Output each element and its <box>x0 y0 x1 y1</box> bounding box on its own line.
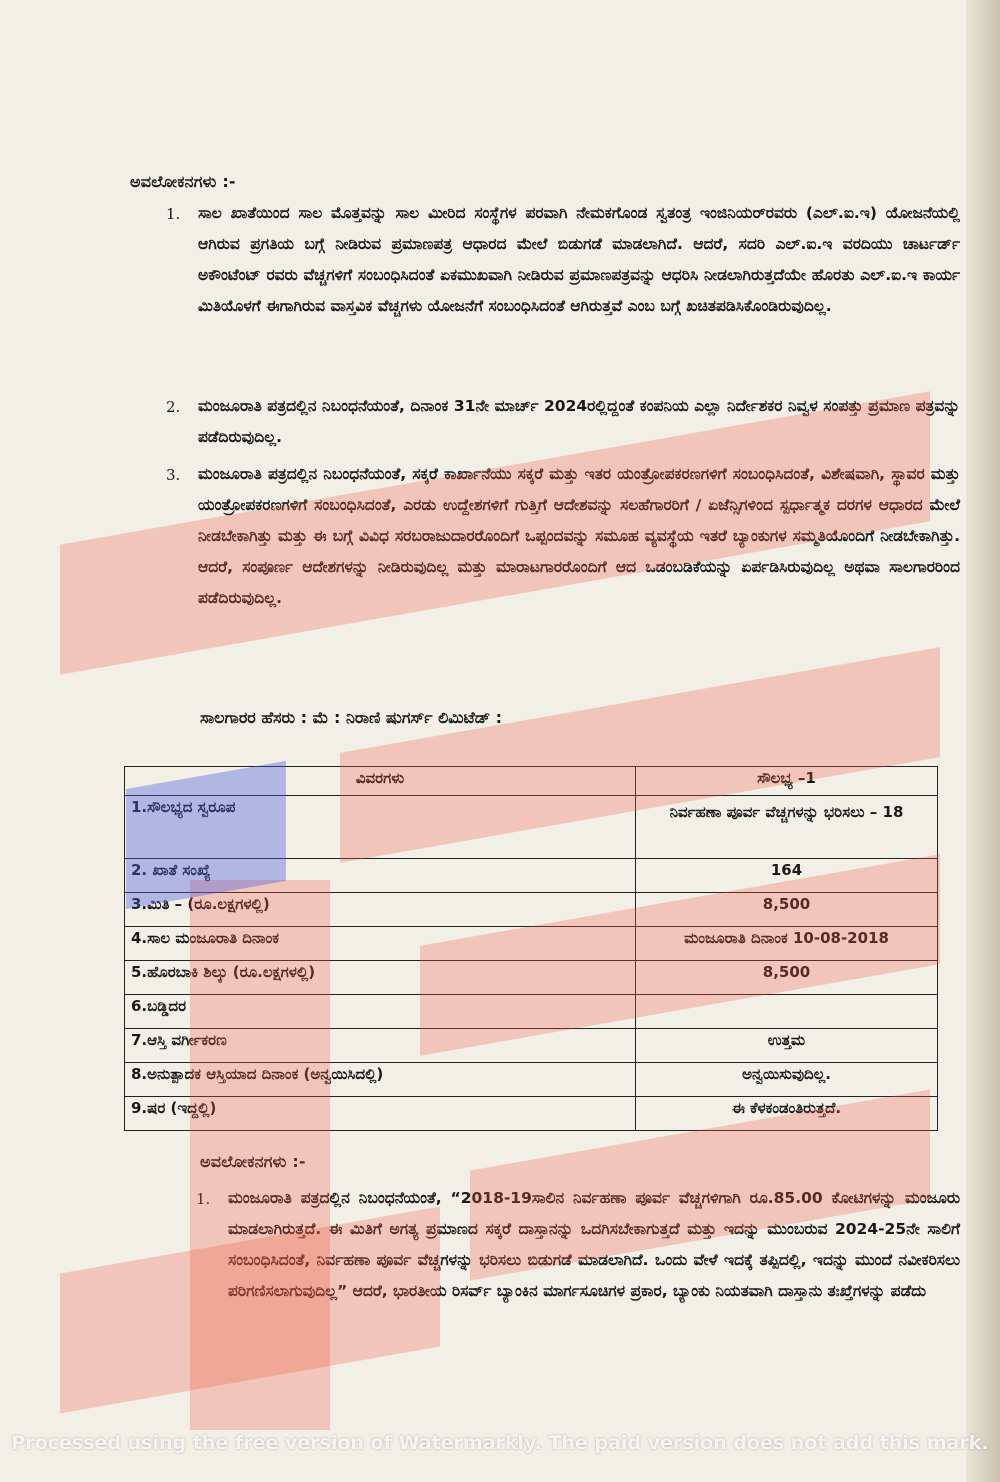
row-label: 7.ಆಸ್ತಿ ವರ್ಗೀಕರಣ <box>125 1029 636 1063</box>
row-value: 8,500 <box>636 961 938 995</box>
row-label: 9.ಷರ (ಇದ್ದಲ್ಲಿ) <box>125 1097 636 1131</box>
table-row <box>125 995 938 1029</box>
borrower-name-line: ಸಾಲಗಾರರ ಹೆಸರು : ಮೆ : ನಿರಾಣಿ ಷುಗರ್ಸ್ ಲಿಮಿಟೆಡ್ : <box>200 708 503 727</box>
item-number: 3. <box>166 466 181 484</box>
row-value: ಮಂಜೂರಾತಿ ದಿನಾಂಕ 10-08-2018 <box>636 927 938 961</box>
item-number: 2. <box>166 398 181 416</box>
item-number: 1. <box>196 1190 211 1208</box>
table-row <box>125 859 938 893</box>
row-value: 164 <box>636 859 938 893</box>
observations-heading-2: ಅವಲೋಕನಗಳು :- <box>200 1152 306 1171</box>
table-header-row <box>125 767 938 796</box>
row-label: 6.ಬಡ್ಡಿದರ <box>125 995 636 1029</box>
observation-item-2: ಮಂಜೂರಾತಿ ಪತ್ರದಲ್ಲಿನ ನಿಬಂಧನೆಯಂತೆ, ದಿನಾಂಕ 31ನೇ ಮಾರ್ಚ್ 2024ರಲ್ಲಿದ್ದಂತೆ ಕಂಪನಿಯ ಎಲ್ಲಾ ನಿರ್ದೇಶಕರ ನಿವ್ವಳ ಸಂಪತ್ತು ಪ್ರಮಾಣ ಪತ್ರವನ್ನು ಪಡೆದಿರುವುದಿಲ್ಲ. <box>198 397 960 446</box>
row-label: 5.ಹೊರಬಾಕಿ ಶಿಲ್ಕು (ರೂ.ಲಕ್ಷಗಳಲ್ಲಿ) <box>125 961 636 995</box>
table-row <box>125 1029 938 1063</box>
row-label: 1.ಸೌಲಭ್ಯದ ಸ್ವರೂಪ <box>125 796 636 859</box>
row-value <box>636 995 938 1029</box>
table-row <box>125 1097 938 1131</box>
watermark-text: Processed using the free version of Watermarkly. The paid version does not add this mark. <box>11 1432 989 1454</box>
table-row <box>125 1063 938 1097</box>
row-value: ಅನ್ವಯಿಸುವುದಿಲ್ಲ. <box>636 1063 938 1097</box>
table-row <box>125 893 938 927</box>
row-label: 3.ಮಿತಿ – (ರೂ.ಲಕ್ಷಗಳಲ್ಲಿ) <box>125 893 636 927</box>
table-row <box>125 796 938 859</box>
header-details: ವಿವರಗಳು <box>125 767 636 796</box>
row-value: ಈ ಕೆಳಕಂಡಂತಿರುತ್ತದೆ. <box>636 1097 938 1131</box>
row-label: 4.ಸಾಲ ಮಂಜೂರಾತಿ ದಿನಾಂಕ <box>125 927 636 961</box>
row-label: 8.ಅನುತ್ಪಾದಕ ಆಸ್ತಿಯಾದ ದಿನಾಂಕ (ಅನ್ವಯಿಸಿದಲ್ಲಿ) <box>125 1063 636 1097</box>
row-value: ಉತ್ತಮ <box>636 1029 938 1063</box>
row-value: ನಿರ್ವಹಣಾ ಪೂರ್ವ ವೆಚ್ಚಗಳನ್ನು ಭರಿಸಲು – 18 <box>636 796 938 859</box>
table-row <box>125 927 938 961</box>
observation-item-1: ಸಾಲ ಖಾತೆಯಿಂದ ಸಾಲ ಮೊತ್ತವನ್ನು ಸಾಲ ಮೀರಿದ ಸಂಸ್ಥೆಗಳ ಪರವಾಗಿ ನೇಮಕಗೊಂಡ ಸ್ವತಂತ್ರ ಇಂಜಿನಿಯರ್‌ರವರು (ಎಲ್.ಐ.ಇ) ಯೋಜನೆಯಲ್ಲಿ ಆಗಿರುವ ಪ್ರಗತಿಯ ಬಗ್ಗೆ ನೀಡಿರುವ ಪ್ರಮಾಣಪತ್ರ ಆಧಾರದ ಮೇಲೆ ಬಿಡುಗಡೆ ಮಾಡಲಾಗಿದೆ. ಆದರೆ, ಸದರಿ ಎಲ್.ಐ.ಇ ವರದಿಯು ಚಾರ್ಟರ್ಡ್ ಅಕೌಂಟೆಂಟ್ ರವರು ವೆಚ್ಚಗಳಿಗೆ ಸಂಬಂಧಿಸಿದಂತೆ ಏಕಮುಖವಾಗಿ ನೀಡಿರುವ ಪ್ರಮಾಣಪತ್ರವನ್ನು ಆಧರಿಸಿ ನೀಡಲಾಗಿರುತ್ತದೆಯೇ ಹೊರತು ಎಲ್.ಐ.ಇ ಕಾರ್ಯ ಮಿತಿಯೊಳಗೆ ಈಗಾಗಿರುವ ವಾಸ್ತವಿಕ ವೆಚ್ಚಗಳು ಯೋಜನೆಗೆ ಸಂಬಂಧಿಸಿದಂತೆ ಆಗಿರುತ್ತವೆ ಎಂಬ ಬಗ್ಗೆ ಖಚಿತಪಡಿಸಿಕೊಂಡಿರುವುದಿಲ್ಲ. <box>198 204 960 315</box>
item-number: 1. <box>166 205 181 223</box>
row-value: 8,500 <box>636 893 938 927</box>
row-label: 2. ಖಾತೆ ಸಂಖ್ಯೆ <box>125 859 636 893</box>
header-facility-1: ಸೌಲಭ್ಯ –1 <box>636 767 938 796</box>
observations-heading-1: ಅವಲೋಕನಗಳು :- <box>130 172 236 191</box>
observation-item-1b: ಮಂಜೂರಾತಿ ಪತ್ರದಲ್ಲಿನ ನಿಬಂಧನೆಯಂತೆ, “2018-19ಸಾಲಿನ ನಿರ್ವಹಣಾ ಪೂರ್ವ ವೆಚ್ಚಗಳಿಗಾಗಿ ರೂ.85.00 ಕೋಟಿಗಳನ್ನು ಮಂಜೂರು ಮಾಡಲಾಗಿರುತ್ತದೆ. ಈ ಮಿತಿಗೆ ಅಗತ್ಯ ಪ್ರಮಾಣದ ಸಕ್ಕರೆ ದಾಸ್ತಾನನ್ನು ಒದಗಿಸಬೇಕಾಗುತ್ತದೆ ಮತ್ತು ಇದನ್ನು ಮುಂಬರುವ 2024-25ನೇ ಸಾಲಿಗೆ ಸಂಬಂಧಿಸಿದಂತೆ, ನಿರ್ವಹಣಾ ಪೂರ್ವ ವೆಚ್ಚಗಳನ್ನು ಭರಿಸಲು ಬಿಡುಗಡೆ ಮಾಡಲಾಗಿದೆ. ಒಂದು ವೇಳೆ ಇದಕ್ಕೆ ತಪ್ಪಿದಲ್ಲಿ, ಇದನ್ನು ಮುಂದೆ ನವೀಕರಿಸಲು ಪರಿಗಣಿಸಲಾಗುವುದಿಲ್ಲ” ಆದರೆ, ಭಾರತೀಯ ರಿಸರ್ವ್ ಬ್ಯಾಂಕಿನ ಮಾರ್ಗಸೂಚಿಗಳ ಪ್ರಕಾರ, ಬ್ಯಾಂಕು ನಿಯತವಾಗಿ ದಾಸ್ತಾನು ತಃಖ್ತೆಗಳನ್ನು ಪಡೆದು <box>228 1189 960 1300</box>
facility-details-table <box>124 766 938 1131</box>
observation-item-3: ಮಂಜೂರಾತಿ ಪತ್ರದಲ್ಲಿನ ನಿಬಂಧನೆಯಂತೆ, ಸಕ್ಕರೆ ಕಾರ್ಖಾನೆಯು ಸಕ್ಕರೆ ಮತ್ತು ಇತರ ಯಂತ್ರೋಪಕರಣಗಳಿಗೆ ಸಂಬಂಧಿಸಿದಂತೆ, ವಿಶೇಷವಾಗಿ, ಸ್ಥಾವರ ಮತ್ತು ಯಂತ್ರೋಪಕರಣಗಳಿಗೆ ಸಂಬಂಧಿಸಿದಂತೆ, ಎರಡು ಉದ್ದೇಶಗಳಿಗೆ ಗುತ್ತಿಗೆ ಆದೇಶವನ್ನು ಸಲಹೆಗಾರರಿಗೆ / ಏಜೆನ್ಸಿಗಳಿಂದ ಸ್ಪರ್ಧಾತ್ಮಕ ದರಗಳ ಆಧಾರದ ಮೇಲೆ ನೀಡಬೇಕಾಗಿತ್ತು ಮತ್ತು ಈ ಬಗ್ಗೆ ವಿವಿಧ ಸರಬರಾಜುದಾರರೊಂದಿಗೆ ಒಪ್ಪಂದವನ್ನು ಸಮೂಹ ವ್ಯವಸ್ಥೆಯ ಇತರೆ ಬ್ಯಾಂಕುಗಳ ಸಮ್ಮತಿಯೊಂದಿಗೆ ನೀಡಬೇಕಾಗಿತ್ತು. ಆದರೆ, ಸಂಪೂರ್ಣ ಆದೇಶಗಳನ್ನು ನೀಡಿರುವುದಿಲ್ಲ ಮತ್ತು ಮಾರಾಟಗಾರರೊಂದಿಗೆ ಆದ ಒಡಂಬಡಿಕೆಯನ್ನು ಏರ್ಪಡಿಸಿರುವುದಿಲ್ಲ ಅಥವಾ ಸಾಲಗಾರರಿಂದ ಪಡೆದಿರುವುದಿಲ್ಲ. <box>198 465 960 607</box>
table-row <box>125 961 938 995</box>
